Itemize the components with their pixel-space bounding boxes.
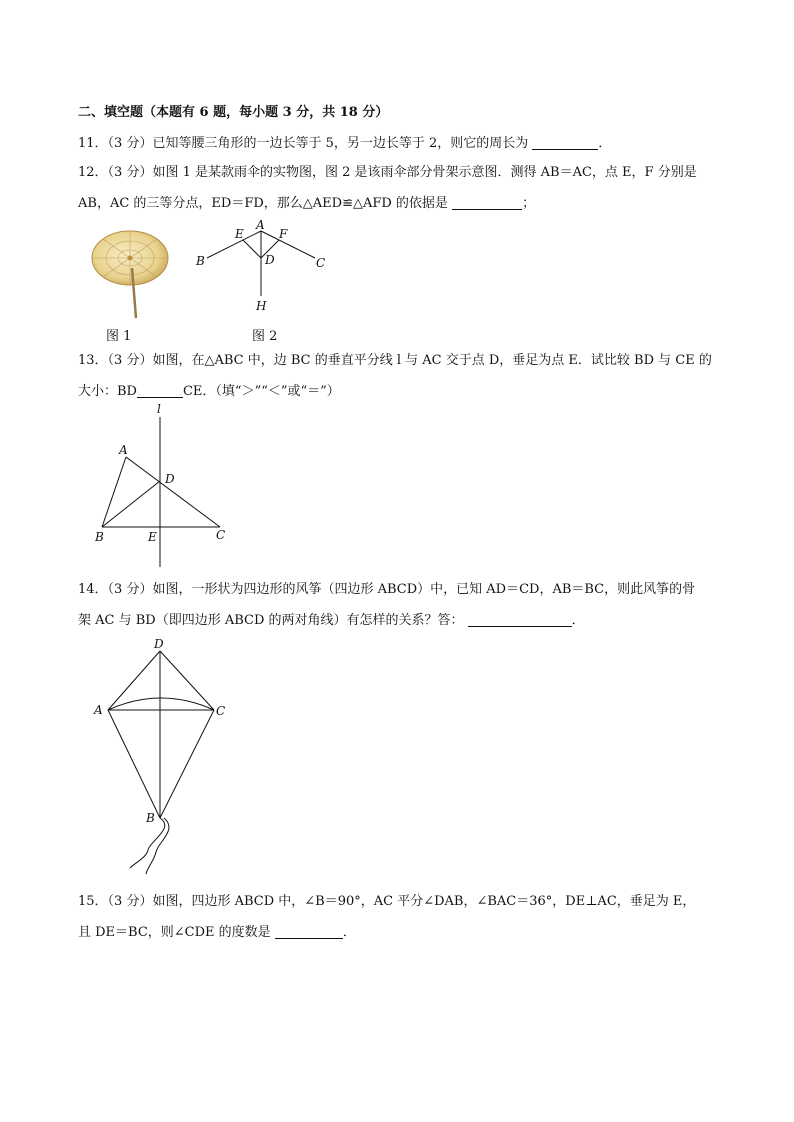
label-f: F [279,227,288,241]
question-13-line2-end: CE．（填“＞”“＜”或“＝”） [182,384,340,399]
umbrella-skeleton-figure [190,218,340,318]
label-c: C [216,528,226,542]
line-ab [207,231,261,258]
question-15-line2 [78,917,718,948]
answer-blank-11[interactable] [532,135,598,150]
label-b: B [196,254,205,268]
line-ab [102,457,126,527]
label-b: B [146,811,155,825]
question-11 [78,128,718,159]
question-14-line1: 14．（3 分）如图，一形状为四边形的风筝（四边形 ABCD）中，已知 AD＝CD，AB＝BC，则此风筝的骨 [78,582,696,597]
question-14-end: ． [571,613,585,628]
question-11-end: ． [598,136,612,151]
question-15-line2-text: 且 DE＝BC，则∠CDE 的度数是 [78,925,271,940]
label-h: H [256,299,267,313]
label-a: A [94,703,103,717]
line-ed [243,240,261,258]
answer-blank-15[interactable] [275,924,343,939]
answer-blank-12[interactable] [452,195,522,210]
question-13 [78,345,718,407]
label-c: C [316,256,326,270]
label-d: D [154,637,164,651]
question-12-line2 [78,188,718,219]
question-14-line2 [78,605,718,636]
question-12-end: ； [522,196,536,211]
triangle-bisector-figure [90,402,240,570]
kite-figure [90,636,240,876]
label-a: A [256,218,265,232]
line-bc [160,710,214,818]
question-15-line1: 15．（3 分）如图，四边形 ABCD 中，∠B＝90°，AC 平分∠DAB，∠BAC＝36°，DE⊥AC，垂足为 E， [78,894,696,909]
figure-2-caption: 图 2 [252,329,278,344]
umbrella-photo [88,228,180,328]
question-13-line2 [78,376,718,407]
question-14 [78,574,718,636]
label-l: l [157,402,161,416]
line-ab [108,710,160,818]
line-bd [102,481,160,527]
kite-tail-2 [146,818,169,874]
label-d: D [265,253,275,267]
section-title: 二、填空题（本题有 6 题，每小题 3 分，共 18 分） [78,105,389,120]
figure-1-caption: 图 1 [106,329,132,344]
question-12 [78,157,718,219]
label-b: B [95,530,104,544]
answer-blank-14[interactable] [468,612,572,627]
label-e: E [235,227,244,241]
question-12-line2-text: AB，AC 的三等分点，ED＝FD，那么△AED≌△AFD 的依据是 [78,196,448,211]
line-ac [126,457,220,527]
label-d: D [165,472,175,486]
question-14-line2-text: 架 AC 与 BD（即四边形 ABCD 的两对角线）有怎样的关系？答： [78,613,464,628]
label-c: C [216,704,226,718]
question-15-end: ． [342,925,356,940]
kite-tail-1 [130,818,165,868]
question-15 [78,886,718,948]
answer-blank-13[interactable] [137,383,183,398]
question-13-line1: 13．（3 分）如图，在△ABC 中，边 BC 的垂直平分线 l 与 AC 交于点 D，垂足为点 E．试比较 BD 与 CE 的 [78,353,712,368]
label-e: E [148,530,157,544]
label-a: A [119,443,128,457]
question-12-line1: 12．（3 分）如图 1 是某款雨伞的实物图，图 2 是该雨伞部分骨架示意图．测得 AB＝AC，点 E，F 分别是 [78,165,697,180]
question-11-text: 11．（3 分）已知等腰三角形的一边长等于 5，另一边长等于 2，则它的周长为 [78,136,529,151]
kite-arc [108,698,214,710]
question-13-line2-start: 大小：BD [78,384,137,399]
